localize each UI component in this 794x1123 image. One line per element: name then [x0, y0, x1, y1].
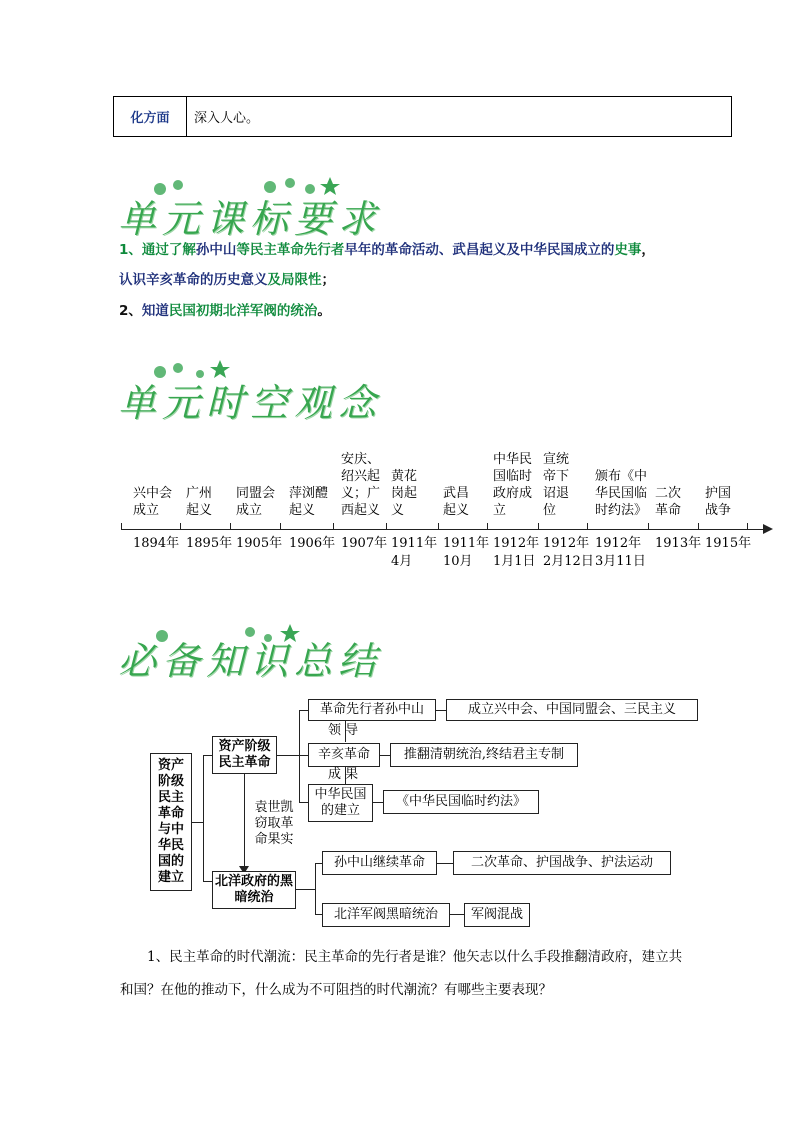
mindmap-detail-continue: 二次革命、护国战争、护法运动: [453, 851, 671, 875]
timeline-tick: [438, 523, 439, 529]
timeline-event-label: 护国战争: [705, 486, 732, 518]
timeline-event-label: 二次革命: [655, 486, 682, 518]
table-cell-category: 化方面: [114, 97, 187, 136]
timeline-event-label: 黄花岗起义: [391, 469, 418, 518]
mindmap-node-roc: 中华民国的建立: [308, 784, 373, 822]
timeline-event-date: 1月1日: [493, 554, 536, 569]
requirement-segment: 认识辛亥革命的历史意义: [119, 272, 268, 288]
timeline-event-year: 1894年: [133, 536, 180, 551]
timeline-event-label: 广州起义: [186, 486, 213, 518]
mindmap-detail-warlord: 军阀混战: [464, 903, 530, 927]
timeline-tick: [121, 523, 122, 529]
mindmap-branch-revolution: 资产阶级民主革命: [212, 736, 277, 774]
timeline-event-year: 1905年: [236, 536, 283, 551]
requirement-segment: 民国初期北洋军阀的统治: [168, 303, 318, 319]
timeline-tick: [648, 523, 649, 529]
mindmap-node-xinhai: 辛亥革命: [308, 743, 380, 767]
mindmap-detail-sun-yat-sen: 成立兴中会、中国同盟会、三民主义: [446, 699, 698, 721]
requirement-segment: 1、通过了解: [119, 242, 196, 258]
heading-course-requirements: 单元课标要求: [118, 197, 383, 241]
timeline-event-year: 1911年: [391, 536, 438, 551]
requirement-line-2: [119, 271, 335, 289]
timeline-event-year: 1895年: [186, 536, 233, 551]
requirement-segment: 等民主革命先行者: [236, 242, 345, 258]
heading-timeline-concept: 单元时空观念: [118, 381, 383, 425]
timeline-axis: [121, 529, 765, 530]
mindmap-mid-label: 袁世凯窃取革命果实: [254, 800, 294, 847]
mindmap-node-warlord: 北洋军阀黑暗统治: [322, 903, 450, 927]
timeline-event-label: 同盟会成立: [236, 486, 276, 518]
requirement-line-3: [119, 302, 331, 320]
timeline-tick: [747, 523, 748, 529]
timeline-event-year: 1911年: [443, 536, 490, 551]
requirement-segment: 早年的革命活动、武昌起义及中华民国成立的: [344, 242, 615, 258]
timeline-event-label: 宣统帝下诏退位: [543, 452, 570, 518]
question-paragraph: 1、民主革命的时代潮流：民主革命的先行者是谁？他矢志以什么手段推翻清政府，建立共和国？在他的推动下，什么成为不可阻挡的时代潮流？有哪些主要表现？: [120, 949, 683, 998]
requirement-segment: 。: [317, 303, 331, 319]
requirement-segment: 2、: [119, 303, 142, 319]
timeline-tick: [386, 523, 387, 529]
timeline-tick: [280, 523, 281, 529]
table-cell-content: 深入人心。: [194, 111, 260, 126]
requirement-segment: 史事: [614, 242, 642, 258]
timeline-tick: [333, 523, 334, 529]
timeline-event-year: 1913年: [655, 536, 702, 551]
timeline-event-year: 1915年: [705, 536, 752, 551]
requirement-line-1: [119, 241, 655, 259]
timeline-tick: [180, 523, 181, 529]
requirement-segment: 孙中山: [195, 242, 237, 258]
mindmap-detail-roc: 《中华民国临时约法》: [383, 790, 539, 814]
requirement-segment: ，: [641, 242, 655, 258]
requirement-segment: ；: [321, 272, 335, 288]
requirement-segment: 及局限性: [267, 272, 322, 288]
timeline-event-date: 4月: [391, 554, 413, 569]
timeline-arrow-icon: [763, 524, 773, 534]
requirement-segment: 知道: [141, 303, 169, 319]
timeline-event-year: 1907年: [341, 536, 388, 551]
mindmap-link-lead: 领 导: [328, 723, 359, 738]
timeline-tick: [487, 523, 488, 529]
timeline-event-year: 1912年: [595, 536, 642, 551]
timeline-event-year: 1906年: [289, 536, 336, 551]
timeline-event-date: 3月11日: [595, 554, 646, 569]
timeline-event-date: 2月12日: [543, 554, 594, 569]
timeline-tick: [538, 523, 539, 529]
mindmap-detail-xinhai: 推翻清朝统治,终结君主专制: [390, 743, 578, 767]
mindmap-root: 资产阶级民主革命与中华民国的建立: [150, 753, 192, 891]
timeline-event-label: 武昌起义: [443, 486, 470, 518]
mindmap-link-result: 成 果: [328, 767, 359, 782]
timeline-event-year: 1912年: [493, 536, 540, 551]
mindmap-node-continue: 孙中山继续革命: [322, 851, 437, 875]
top-table: [113, 96, 732, 137]
mindmap-node-sun-yat-sen: 革命先行者孙中山: [308, 699, 436, 721]
timeline-event-label: 萍浏醴起义: [289, 486, 329, 518]
timeline-event-year: 1912年: [543, 536, 590, 551]
timeline-tick: [230, 523, 231, 529]
timeline-tick: [587, 523, 588, 529]
timeline-event-label: 兴中会成立: [133, 486, 173, 518]
timeline-event-date: 10月: [443, 554, 473, 569]
heading-knowledge-summary: 必备知识总结: [118, 639, 383, 683]
mindmap-branch-beiyang: 北洋政府的黑暗统治: [212, 871, 296, 909]
timeline-event-label: 颁布《中华民国临时约法》: [595, 469, 648, 518]
timeline-event-label: 中华民国临时政府成立: [493, 452, 533, 518]
timeline-tick: [698, 523, 699, 529]
timeline-event-label: 安庆、绍兴起义；广西起义: [341, 452, 381, 518]
